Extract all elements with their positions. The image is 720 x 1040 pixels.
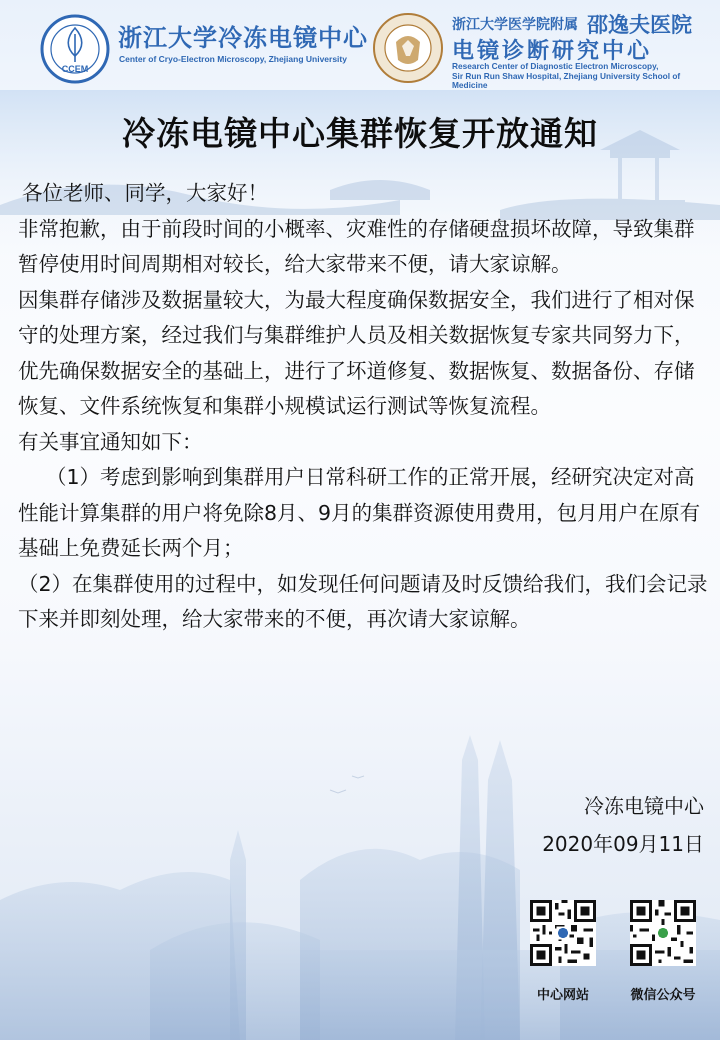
shaw-hospital-name: 邵逸夫医院 (587, 12, 692, 37)
website-qr-caption: 中心网站 (536, 988, 589, 1003)
shaw-english-name (452, 62, 712, 91)
shaw-line1: 浙江大学医学院附属 (452, 17, 578, 33)
ccem-logo-text: CCEM (61, 64, 89, 74)
hospital-seal (372, 12, 444, 84)
notice-title: 冷冻电镜中心集群恢复开放通知 (122, 114, 598, 153)
notice-date: 2020年09月11日 (542, 832, 704, 856)
ccem-logo (40, 14, 110, 84)
notice-body (18, 176, 708, 638)
notice-item-2: （2）在集群使用的过程中，如发现任何问题请及时反馈给我们，我们会记录下来并即刻处理，给大家带来的不便，再次请大家谅解。 (18, 571, 708, 631)
paragraph-apology: 非常抱歉，由于前段时间的小概率、灾难性的存储硬盘损坏故障，导致集群暂停使用时间周期相对较长，给大家带来不便，请大家谅解。 (18, 216, 695, 276)
wechat-qr-caption: 微信公众号 (630, 988, 696, 1003)
greeting: 各位老师、同学，大家好！ (22, 181, 268, 205)
ccem-name-cn: 浙江大学冷冻电镜中心 (118, 23, 368, 52)
shaw-english-line1: Research Center of Diagnostic Electron Microscopy, (452, 61, 659, 71)
header (0, 0, 720, 92)
notice-item-1: （1）考虑到影响到集群用户日常科研工作的正常开展，经研究决定对高性能计算集群的用户将免除8月、9月的集群资源使用费用，包月用户在原有基础上免费延长两个月； (18, 465, 701, 560)
paragraph-recovery: 因集群存储涉及数据量较大，为最大程度确保数据安全，我们进行了相对保守的处理方案，经过我们与集群维护人员及相关数据恢复专家共同努力下，优先确保数据安全的基础上，进行了坏道修复、数据恢复、数据备份、存储恢复、文件系统恢复和集群小规模试运行测试等恢复流程。 (18, 287, 695, 418)
paragraph-notice-intro: 有关事宜通知如下： (18, 429, 203, 454)
shaw-english-line2: Sir Run Run Shaw Hospital, Zhejiang University School of Medicine (452, 70, 681, 90)
wechat-qr-code[interactable] (630, 900, 696, 966)
signature: 冷冻电镜中心 (584, 794, 704, 818)
shaw-center-name: 电镜诊断研究中心 (452, 38, 653, 64)
website-qr-code[interactable] (530, 900, 596, 966)
ccem-name-en: Center of Cryo-Electron Microscopy, Zhejiang University (119, 54, 347, 64)
